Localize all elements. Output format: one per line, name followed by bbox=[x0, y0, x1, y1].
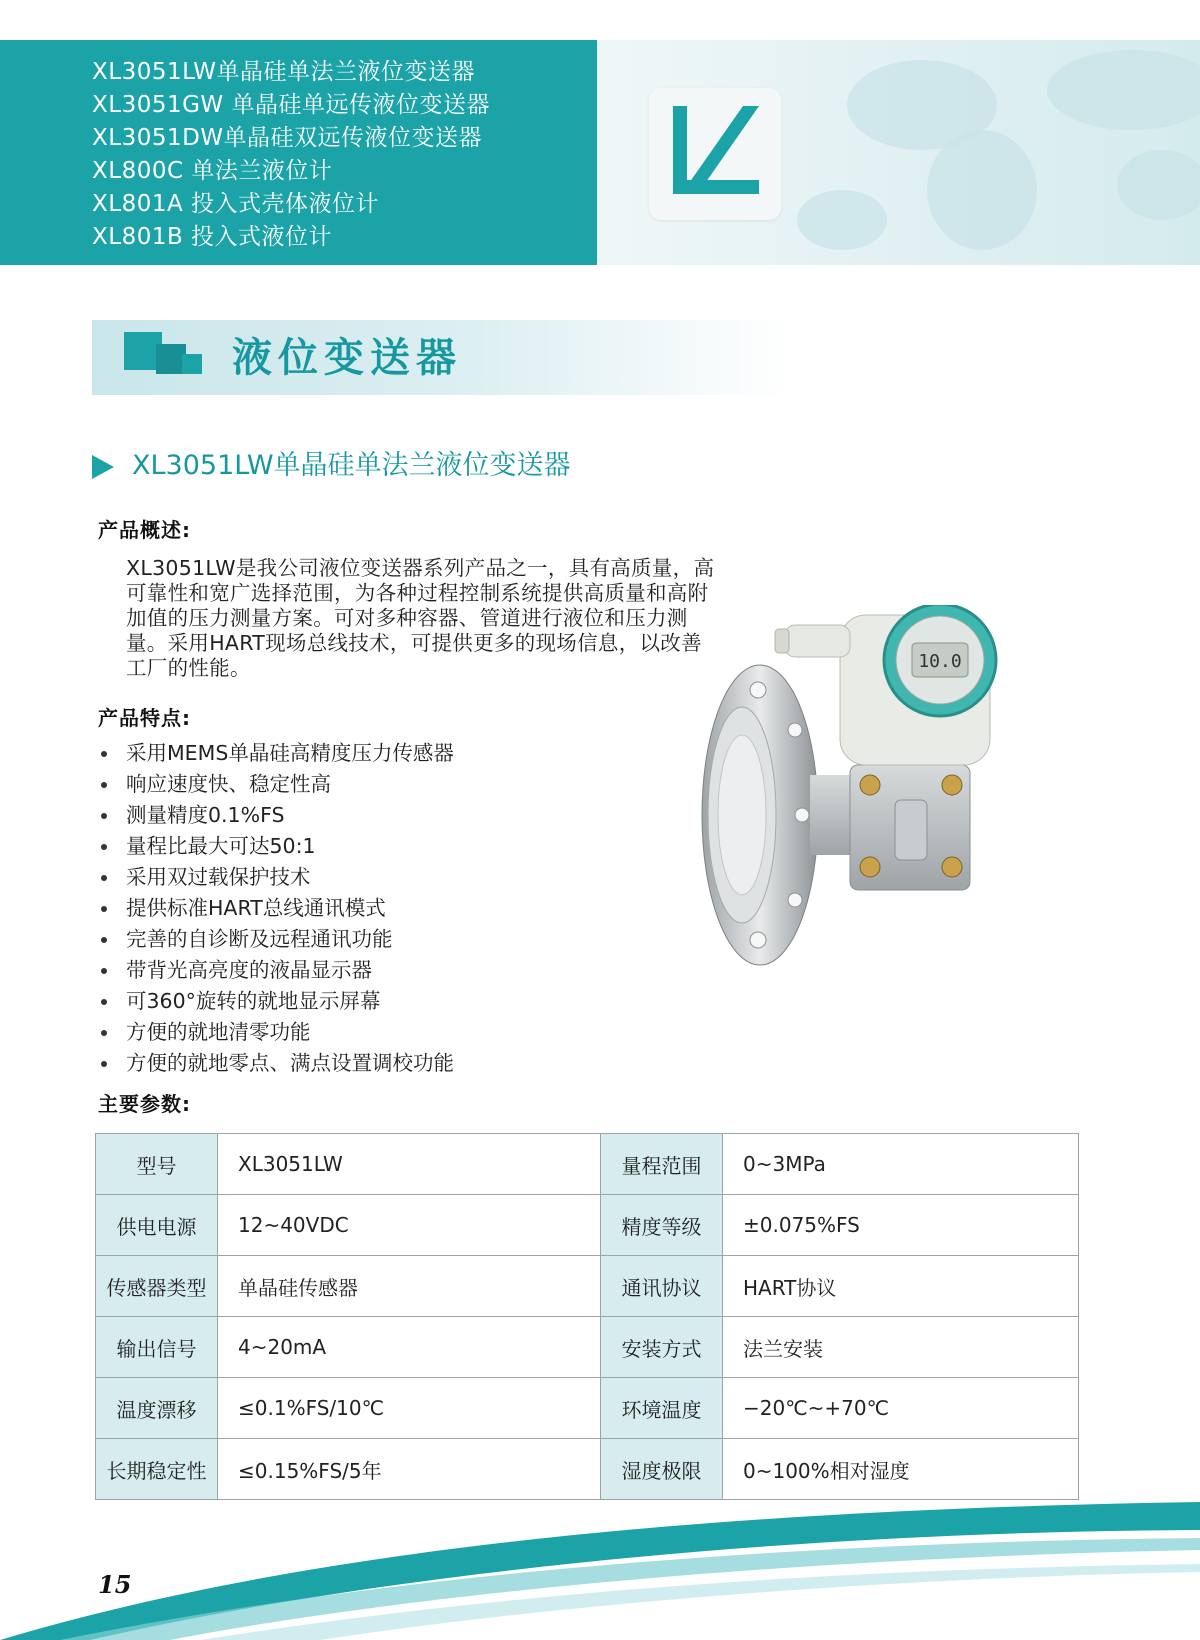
bullet-icon bbox=[101, 782, 107, 788]
param-value: XL3051LW bbox=[218, 1134, 601, 1195]
bullet-icon bbox=[101, 1061, 107, 1067]
bullet-icon bbox=[101, 968, 107, 974]
param-label: 温度漂移 bbox=[96, 1378, 218, 1439]
param-label: 传感器类型 bbox=[96, 1256, 218, 1317]
overview-heading: 产品概述: bbox=[98, 518, 191, 542]
bullet-icon bbox=[101, 1030, 107, 1036]
model-item: XL3051GW 单晶硅单远传液位变送器 bbox=[92, 92, 490, 118]
model-item: XL800C 单法兰液位计 bbox=[92, 158, 333, 184]
feature-item: 测量精度0.1%FS bbox=[98, 800, 454, 831]
company-logo bbox=[649, 88, 781, 220]
feature-item: 带背光高亮度的液晶显示器 bbox=[98, 955, 454, 986]
param-label: 湿度极限 bbox=[601, 1439, 723, 1500]
feature-item: 方便的就地零点、满点设置调校功能 bbox=[98, 1048, 454, 1079]
param-label: 输出信号 bbox=[96, 1317, 218, 1378]
device-lcd-readout: 10.0 bbox=[918, 651, 962, 672]
param-label: 环境温度 bbox=[601, 1378, 723, 1439]
feature-item: 完善的自诊断及远程通讯功能 bbox=[98, 924, 454, 955]
param-value: HART协议 bbox=[723, 1256, 1079, 1317]
model-item: XL801A 投入式壳体液位计 bbox=[92, 191, 380, 217]
feature-item: 可360°旋转的就地显示屏幕 bbox=[98, 986, 454, 1017]
bullet-icon bbox=[101, 999, 107, 1005]
param-value: 0~3MPa bbox=[723, 1134, 1079, 1195]
triangle-bullet-icon bbox=[92, 455, 114, 479]
feature-item: 响应速度快、稳定性高 bbox=[98, 769, 454, 800]
overview-text: XL3051LW是我公司液位变送器系列产品之一，具有高质量，高可靠性和宽广选择范围，为各种过程控制系统提供高质量和高附加值的压力测量方案。可对多种容器、管道进行液位和压力测量。采用HART现场总线技术，可提供更多的现场信息，以改善工厂的性能。 bbox=[126, 556, 715, 680]
page-header bbox=[0, 40, 1200, 265]
model-item: XL3051DW单晶硅双远传液位变送器 bbox=[92, 125, 483, 151]
param-label: 精度等级 bbox=[601, 1195, 723, 1256]
blocks-icon bbox=[124, 332, 204, 384]
level-transmitter-image bbox=[690, 605, 1030, 1005]
section-title: 液位变送器 bbox=[232, 335, 462, 381]
feature-item: 量程比最大可达50:1 bbox=[98, 831, 454, 862]
param-value: ±0.075%FS bbox=[723, 1195, 1079, 1256]
spec-table bbox=[95, 1133, 1079, 1500]
table-row bbox=[96, 1134, 1079, 1195]
feature-item: 提供标准HART总线通讯模式 bbox=[98, 893, 454, 924]
table-row bbox=[96, 1195, 1079, 1256]
bullet-icon bbox=[101, 906, 107, 912]
param-label: 供电电源 bbox=[96, 1195, 218, 1256]
param-value: −20℃~+70℃ bbox=[723, 1378, 1079, 1439]
feature-item: 方便的就地清零功能 bbox=[98, 1017, 454, 1048]
param-value: 法兰安装 bbox=[723, 1317, 1079, 1378]
param-value: 0~100%相对湿度 bbox=[723, 1439, 1079, 1500]
feature-item: 采用MEMS单晶硅高精度压力传感器 bbox=[98, 738, 454, 769]
table-row bbox=[96, 1317, 1079, 1378]
logo-mark-icon bbox=[649, 88, 781, 220]
param-label: 型号 bbox=[96, 1134, 218, 1195]
bullet-icon bbox=[101, 751, 107, 757]
param-label: 长期稳定性 bbox=[96, 1439, 218, 1500]
model-item: XL3051LW单晶硅单法兰液位变送器 bbox=[92, 59, 476, 85]
param-value: 单晶硅传感器 bbox=[218, 1256, 601, 1317]
feature-item: 采用双过载保护技术 bbox=[98, 862, 454, 893]
bullet-icon bbox=[101, 844, 107, 850]
param-value: ≤0.1%FS/10℃ bbox=[218, 1378, 601, 1439]
world-map-background bbox=[597, 40, 1200, 265]
table-row bbox=[96, 1378, 1079, 1439]
model-list bbox=[92, 56, 490, 254]
model-item: XL801B 投入式液位计 bbox=[92, 224, 333, 250]
features-list bbox=[98, 738, 454, 1079]
param-value: ≤0.15%FS/5年 bbox=[218, 1439, 601, 1500]
section-banner bbox=[92, 320, 792, 395]
bullet-icon bbox=[101, 875, 107, 881]
param-label: 通讯协议 bbox=[601, 1256, 723, 1317]
features-heading: 产品特点: bbox=[98, 706, 191, 730]
param-value: 12~40VDC bbox=[218, 1195, 601, 1256]
header-model-panel bbox=[0, 40, 597, 265]
params-heading: 主要参数: bbox=[98, 1092, 191, 1116]
footer-swoosh-decoration bbox=[0, 1480, 1200, 1640]
param-label: 安装方式 bbox=[601, 1317, 723, 1378]
param-value: 4~20mA bbox=[218, 1317, 601, 1378]
table-row bbox=[96, 1256, 1079, 1317]
product-title: XL3051LW单晶硅单法兰液位变送器 bbox=[132, 450, 571, 481]
bullet-icon bbox=[101, 813, 107, 819]
page-number: 15 bbox=[98, 1570, 132, 1599]
param-label: 量程范围 bbox=[601, 1134, 723, 1195]
bullet-icon bbox=[101, 937, 107, 943]
